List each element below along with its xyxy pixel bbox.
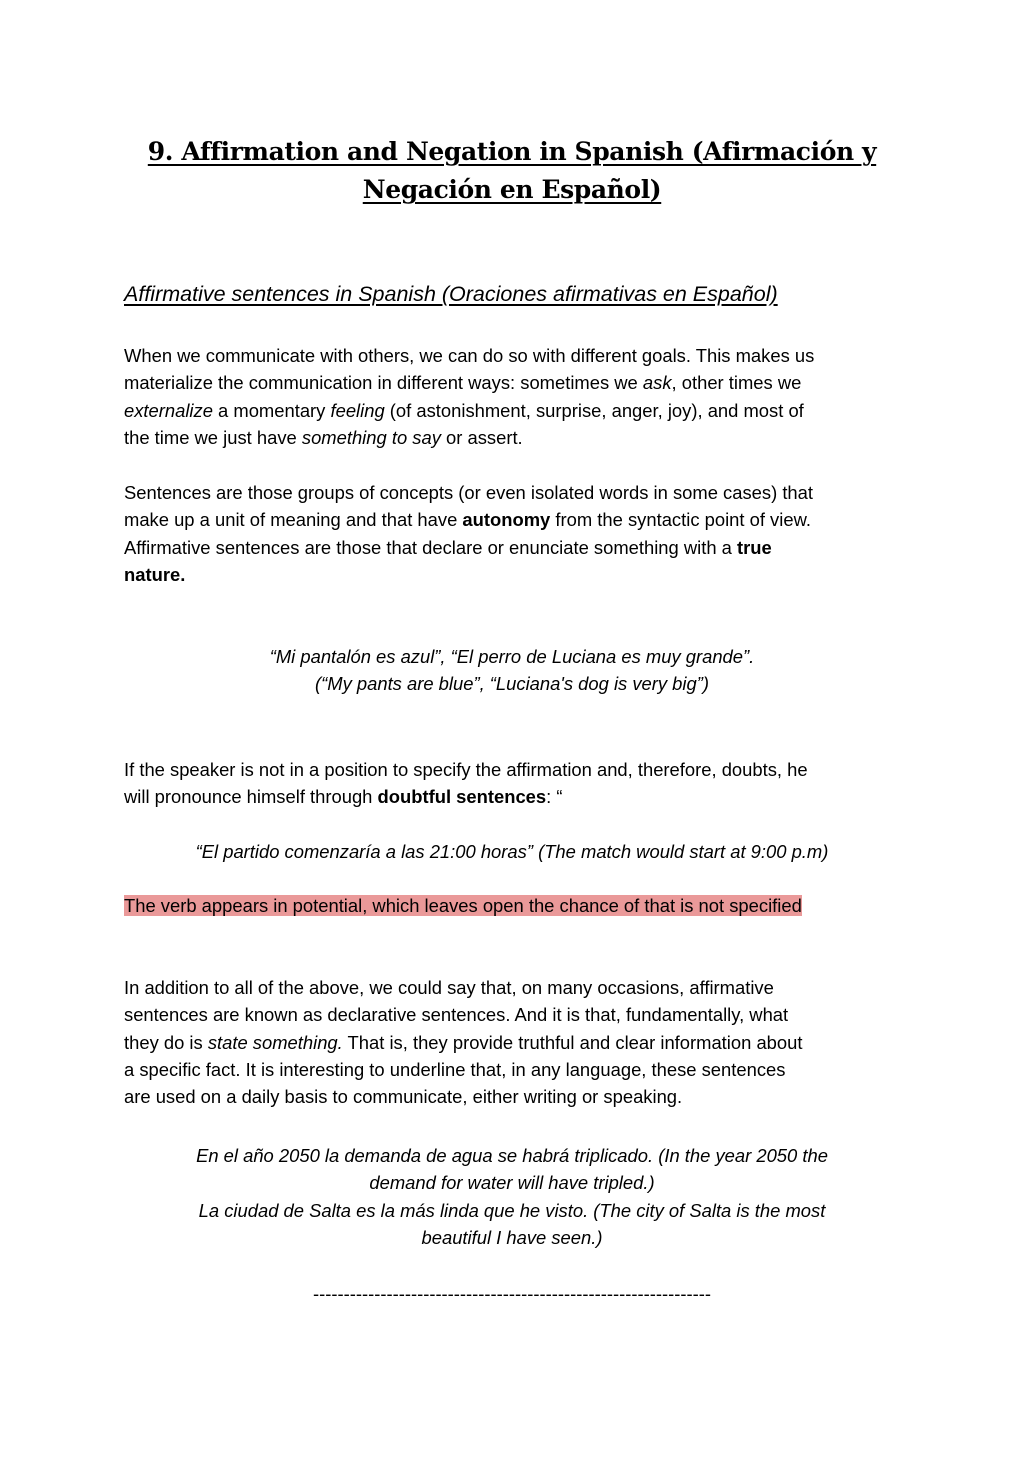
declarative-line-4: a specific fact. It is interesting to underline that, in any language, these sentences	[124, 1058, 786, 1080]
example-1-english: (“My pants are blue”, “Luciana's dog is very big”)	[315, 673, 709, 695]
text-run: a momentary	[212, 399, 331, 421]
example-3-line-1: En el año 2050 la demanda de agua se habrá triplicado. (In the year 2050 the	[196, 1145, 828, 1166]
section-heading: Affirmative sentences in Spanish (Oraciones afirmativas en Español)	[124, 282, 778, 306]
definition-line-2	[124, 506, 904, 533]
text-run: , other times we	[671, 372, 802, 394]
text-run: materialize the communication in different ways: sometimes we	[124, 372, 643, 394]
example-2-line: “El partido comenzaría a las 21:00 horas” (The match would start at 9:00 p.m)	[195, 841, 829, 862]
example-block-2	[124, 838, 900, 865]
example-1-spanish: “Mi pantalón es azul”, “El perro de Luciana es muy grande”.	[269, 646, 755, 667]
doubtful-paragraph	[124, 756, 904, 811]
title-line-2: Negación en Español)	[362, 175, 662, 204]
definition-paragraph	[124, 479, 904, 588]
page-title	[124, 133, 900, 209]
example-3-line-3: La ciudad de Salta es la más linda que he visto. (The city of Salta is the most	[198, 1199, 826, 1221]
italic-term-externalize: externalize	[124, 399, 213, 421]
bold-term-doubtful-sentences: doubtful sentences	[377, 786, 547, 808]
highlighted-text: The verb appears in potential, which leaves open the chance of that is not specified	[124, 895, 802, 916]
declarative-line-3	[124, 1029, 904, 1056]
declarative-line-5: are used on a daily basis to communicate, either writing or speaking.	[124, 1086, 683, 1108]
highlighted-note	[124, 892, 802, 919]
text-run: or assert.	[440, 426, 523, 448]
example-block-3	[124, 1142, 900, 1251]
text-run: they do is	[124, 1031, 208, 1053]
text-run: (of astonishment, surprise, anger, joy), and most of	[384, 399, 804, 421]
text-run: Affirmative sentences are those that declare or enunciate something with a	[124, 536, 738, 558]
definition-line-1: Sentences are those groups of concepts (or even isolated words in some cases) that	[124, 482, 814, 503]
italic-term-ask: ask	[642, 372, 672, 394]
italic-term-feeling: feeling	[330, 399, 385, 421]
intro-line-4	[124, 424, 904, 451]
italic-term-state-something: state something.	[207, 1031, 343, 1053]
definition-line-3	[124, 534, 904, 561]
intro-line-2	[124, 369, 904, 396]
text-run: the time we just have	[124, 426, 302, 448]
example-block-1	[124, 643, 900, 698]
definition-line-4	[124, 561, 904, 588]
example-3-line-2: demand for water will have tripled.)	[369, 1172, 655, 1194]
section-separator: -----------------------------------------------------------------	[312, 1283, 712, 1304]
title-line-1: 9. Affirmation and Negation in Spanish (Afirmación y	[147, 137, 877, 166]
intro-line-1: When we communicate with others, we can do so with different goals. This makes us	[124, 345, 815, 366]
intro-line-3	[124, 397, 904, 424]
bold-term-true: true	[737, 536, 772, 558]
text-run: make up a unit of meaning and that have	[124, 509, 463, 531]
italic-term-something-to-say: something to say	[301, 426, 441, 448]
bold-term-autonomy: autonomy	[462, 509, 551, 531]
declarative-paragraph	[124, 974, 904, 1110]
declarative-line-1: In addition to all of the above, we could say that, on many occasions, affirmative	[124, 977, 774, 998]
intro-paragraph	[124, 342, 904, 451]
doubtful-line-2	[124, 783, 904, 810]
bold-term-nature: nature.	[124, 563, 186, 585]
example-3-line-4: beautiful I have seen.)	[421, 1226, 603, 1248]
text-run: That is, they provide truthful and clear information about	[342, 1031, 803, 1053]
doubtful-line-1: If the speaker is not in a position to specify the affirmation and, therefore, doubts, he	[124, 759, 808, 780]
text-run: : “	[546, 786, 563, 808]
declarative-line-2: sentences are known as declarative sentences. And it is that, fundamentally, what	[124, 1004, 789, 1026]
text-run: will pronounce himself through	[124, 786, 378, 808]
text-run: from the syntactic point of view.	[550, 509, 811, 531]
